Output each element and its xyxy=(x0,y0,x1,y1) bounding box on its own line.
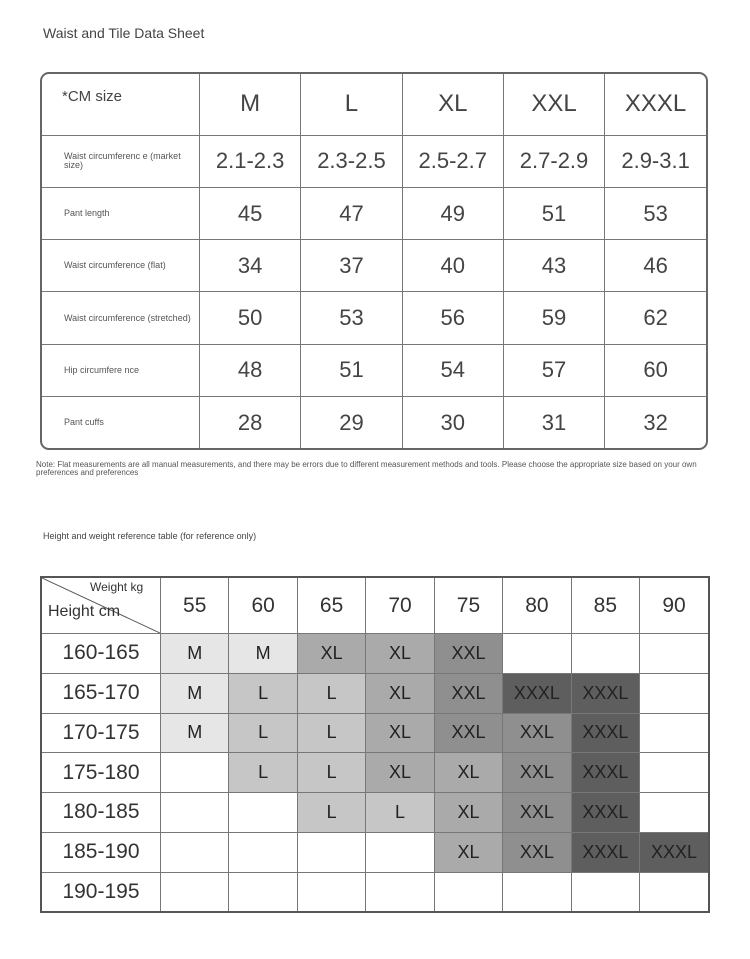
size-recommendation-cell: L xyxy=(297,713,365,753)
size-recommendation-cell: XL xyxy=(366,634,434,674)
size-recommendation-cell: XL xyxy=(366,673,434,713)
weight-header-row xyxy=(42,578,708,634)
size-recommendation-cell: L xyxy=(366,793,434,833)
size-recommendation-cell xyxy=(640,753,708,793)
measurement-row xyxy=(42,187,706,239)
size-recommendation-cell xyxy=(434,872,502,911)
size-recommendation-cell: XXXL xyxy=(640,832,708,872)
measurement-value: 53 xyxy=(301,292,402,344)
measurement-value: 40 xyxy=(402,240,503,292)
size-recommendation-cell: M xyxy=(161,713,229,753)
measurement-row xyxy=(42,240,706,292)
size-recommendation-cell: XL xyxy=(366,753,434,793)
height-axis-label: Height cm xyxy=(48,603,121,620)
size-header-xxl: XXL xyxy=(503,74,604,135)
corner-cell xyxy=(42,578,161,634)
size-recommendation-cell xyxy=(229,872,297,911)
size-recommendation-cell: L xyxy=(297,793,365,833)
size-recommendation-cell: L xyxy=(297,673,365,713)
measurement-row-label: Pant cuffs xyxy=(42,397,200,448)
size-recommendation-cell xyxy=(571,872,639,911)
height-range-label: 185-190 xyxy=(42,832,161,872)
measurement-value: 53 xyxy=(605,187,706,239)
measurement-row-label: Waist circumference (flat) xyxy=(42,240,200,292)
weight-header: 60 xyxy=(229,578,297,634)
height-range-label: 160-165 xyxy=(42,634,161,674)
size-recommendation-cell xyxy=(161,832,229,872)
measurement-value: 28 xyxy=(200,397,301,448)
measurement-table xyxy=(40,72,708,450)
size-recommendation-cell: XXL xyxy=(503,832,571,872)
measurement-value: 49 xyxy=(402,187,503,239)
height-weight-title: Height and weight reference table (for reference only) xyxy=(43,531,257,541)
measurement-value: 34 xyxy=(200,240,301,292)
measurement-value: 2.9-3.1 xyxy=(605,135,706,187)
measurement-value: 46 xyxy=(605,240,706,292)
size-recommendation-cell: L xyxy=(229,673,297,713)
size-recommendation-cell: XXXL xyxy=(571,713,639,753)
size-recommendation-cell xyxy=(161,753,229,793)
measurement-value: 56 xyxy=(402,292,503,344)
size-recommendation-cell xyxy=(161,793,229,833)
weight-header: 90 xyxy=(640,578,708,634)
size-recommendation-cell: XXXL xyxy=(571,753,639,793)
measurement-value: 37 xyxy=(301,240,402,292)
size-recommendation-cell: L xyxy=(229,713,297,753)
measurement-value: 51 xyxy=(503,187,604,239)
size-recommendation-cell xyxy=(571,634,639,674)
size-chart-title: Waist and Tile Data Sheet xyxy=(43,25,205,41)
measurement-value: 31 xyxy=(503,397,604,448)
height-row xyxy=(42,634,708,674)
size-recommendation-cell: XXXL xyxy=(571,673,639,713)
size-recommendation-cell: XL xyxy=(297,634,365,674)
measurement-value: 59 xyxy=(503,292,604,344)
measurement-row xyxy=(42,292,706,344)
measurement-value: 60 xyxy=(605,344,706,396)
size-recommendation-cell: L xyxy=(297,753,365,793)
size-recommendation-cell: XXXL xyxy=(503,673,571,713)
size-recommendation-cell: XXL xyxy=(434,673,502,713)
size-recommendation-cell xyxy=(161,872,229,911)
measurement-row-label: Pant length xyxy=(42,187,200,239)
size-recommendation-cell xyxy=(640,634,708,674)
size-recommendation-cell: XXL xyxy=(434,634,502,674)
measurement-value: 32 xyxy=(605,397,706,448)
size-recommendation-cell xyxy=(640,673,708,713)
size-header-xxxl: XXXL xyxy=(605,74,706,135)
size-recommendation-cell xyxy=(503,872,571,911)
weight-header: 70 xyxy=(366,578,434,634)
size-recommendation-cell: XXXL xyxy=(571,832,639,872)
measurement-row xyxy=(42,344,706,396)
measurement-value: 57 xyxy=(503,344,604,396)
size-recommendation-cell: XL xyxy=(434,753,502,793)
height-range-label: 175-180 xyxy=(42,753,161,793)
measurement-value: 45 xyxy=(200,187,301,239)
size-recommendation-cell: L xyxy=(229,753,297,793)
size-header-m: M xyxy=(200,74,301,135)
size-recommendation-cell: XXL xyxy=(503,713,571,753)
size-recommendation-cell xyxy=(229,793,297,833)
size-header-xl: XL xyxy=(402,74,503,135)
measurement-value: 54 xyxy=(402,344,503,396)
measurement-value: 50 xyxy=(200,292,301,344)
size-recommendation-cell: XL xyxy=(434,793,502,833)
size-recommendation-cell xyxy=(297,872,365,911)
measurement-row-label: Waist circumferenc e (market size) xyxy=(42,135,200,187)
size-header-label: *CM size xyxy=(42,74,200,135)
height-row xyxy=(42,793,708,833)
height-range-label: 180-185 xyxy=(42,793,161,833)
height-row xyxy=(42,832,708,872)
size-header-l: L xyxy=(301,74,402,135)
size-recommendation-cell xyxy=(503,634,571,674)
weight-header: 80 xyxy=(503,578,571,634)
size-recommendation-cell: M xyxy=(161,634,229,674)
height-row xyxy=(42,673,708,713)
measurement-value: 62 xyxy=(605,292,706,344)
measurement-value: 51 xyxy=(301,344,402,396)
size-recommendation-cell xyxy=(640,793,708,833)
height-range-label: 165-170 xyxy=(42,673,161,713)
size-recommendation-cell xyxy=(640,872,708,911)
weight-header: 65 xyxy=(297,578,365,634)
height-weight-table xyxy=(40,576,710,913)
size-recommendation-cell xyxy=(640,713,708,753)
measurement-header-row xyxy=(42,74,706,135)
size-recommendation-cell: XL xyxy=(434,832,502,872)
measurement-value: 2.5-2.7 xyxy=(402,135,503,187)
measurement-value: 2.3-2.5 xyxy=(301,135,402,187)
measurement-value: 43 xyxy=(503,240,604,292)
weight-header: 55 xyxy=(161,578,229,634)
size-recommendation-cell xyxy=(366,832,434,872)
weight-axis-label: Weight kg xyxy=(90,580,144,594)
size-recommendation-cell: M xyxy=(161,673,229,713)
height-row xyxy=(42,713,708,753)
measurement-value: 2.7-2.9 xyxy=(503,135,604,187)
measurement-row-label: Hip circumfere nce xyxy=(42,344,200,396)
height-row xyxy=(42,872,708,911)
measurement-value: 47 xyxy=(301,187,402,239)
size-recommendation-cell: XXL xyxy=(503,753,571,793)
measurement-note: Note: Flat measurements are all manual measurements, and there may be errors due to different measurement methods and tools. Please choose the appropriate size based on your own preferences and preferences xyxy=(36,460,697,477)
measurement-row xyxy=(42,397,706,448)
measurement-value: 48 xyxy=(200,344,301,396)
measurement-value: 2.1-2.3 xyxy=(200,135,301,187)
height-range-label: 190-195 xyxy=(42,872,161,911)
size-recommendation-cell xyxy=(366,872,434,911)
size-recommendation-cell: XXXL xyxy=(571,793,639,833)
size-recommendation-cell: M xyxy=(229,634,297,674)
measurement-value: 29 xyxy=(301,397,402,448)
height-row xyxy=(42,753,708,793)
height-range-label: 170-175 xyxy=(42,713,161,753)
size-recommendation-cell xyxy=(229,832,297,872)
measurement-row-label: Waist circumference (stretched) xyxy=(42,292,200,344)
measurement-row xyxy=(42,135,706,187)
weight-header: 85 xyxy=(571,578,639,634)
weight-header: 75 xyxy=(434,578,502,634)
size-recommendation-cell: XL xyxy=(366,713,434,753)
size-recommendation-cell: XXL xyxy=(503,793,571,833)
size-recommendation-cell xyxy=(297,832,365,872)
measurement-value: 30 xyxy=(402,397,503,448)
size-recommendation-cell: XXL xyxy=(434,713,502,753)
